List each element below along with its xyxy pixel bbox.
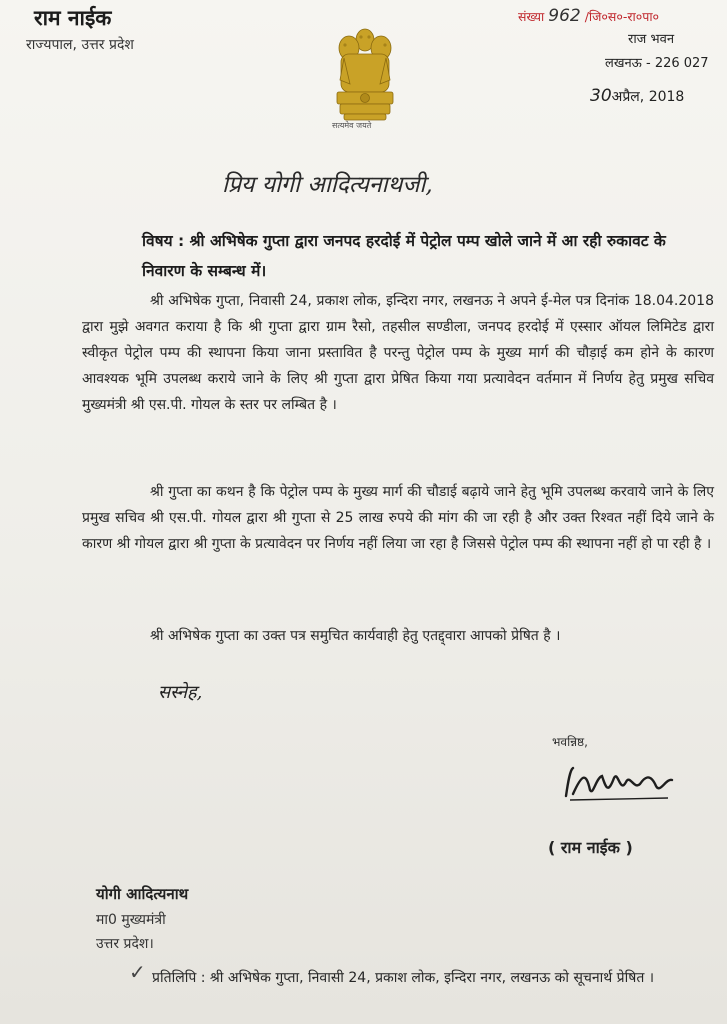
recipient-post: मा0 मुख्यमंत्री: [96, 912, 166, 928]
handwritten-signature: [560, 760, 678, 808]
closing-phrase: भवन्निष्ठ,: [552, 735, 588, 749]
ref-number: 962: [548, 6, 581, 26]
regards: सस्नेह,: [158, 682, 203, 703]
office-name: राज भवन: [628, 32, 675, 47]
copy-to-line: प्रतिलिपि : श्री अभिषेक गुप्ता, निवासी 24, प्रकाश लोक, इन्दिरा नगर, लखनऊ को सूचनार्थ प्रेषित ।: [152, 970, 655, 986]
national-emblem-icon: [330, 18, 400, 136]
sender-title: राज्यपाल, उत्तर प्रदेश: [26, 37, 134, 53]
ref-prefix: संख्या: [518, 9, 545, 24]
body-paragraph-3: श्री अभिषेक गुप्ता का उक्त पत्र समुचित कार्यवाही हेतु एतद्द्वारा आपको प्रेषित है ।: [150, 628, 561, 644]
recipient-name: योगी आदित्यनाथ: [96, 885, 189, 903]
emblem-motto: सत्यमेव जयते: [332, 121, 372, 130]
recipient-state: उत्तर प्रदेश।: [96, 936, 154, 952]
salutation: प्रिय योगी आदित्यनाथजी,: [222, 172, 433, 198]
reference-number: [518, 6, 659, 26]
sender-name: राम नाईक: [34, 6, 112, 30]
subject-line: विषय : श्री अभिषेक गुप्ता द्वारा जनपद हरदोई में पेट्रोल पम्प खोले जाने में आ रही रुकावट के निवारण के सम्बन्ध में।: [142, 232, 666, 280]
letter-date: [590, 86, 684, 106]
office-address: लखनऊ - 226 027: [605, 56, 709, 71]
body-paragraph-1: श्री अभिषेक गुप्ता, निवासी 24, प्रकाश लोक, इन्दिरा नगर, लखनऊ ने अपने ई-मेल पत्र दिनांक 18.04.2018 द्वारा मुझे अवगत कराया है कि श्री गुप्ता द्वारा ग्राम रैसो, तहसील सण्डीला, जनपद हरदोई में एस्सार ऑयल लिमिटेड द्वारा स्वीकृत पेट्रोल पम्प की स्थापना किया जाना प्रस्तावित है परन्तु पेट्रोल पम्प के मुख्य मार्ग की चौड़ाई कम होने के कारण आवश्यक भूमि उपलब्ध कराये जाने के लिए श्री गुप्ता द्वारा प्रेषित किया गया प्रत्यावेदन वर्तमान में निर्णय हेतु प्रमुख सचिव मुख्यमंत्री श्री एस.पी. गोयल के स्तर पर लम्बित है ।: [82, 293, 714, 413]
body-paragraph-2: श्री गुप्ता का कथन है कि पेट्रोल पम्प के मुख्य मार्ग की चौडाई बढ़ाये जाने हेतु भूमि उपलब्ध करवाये जाने के लिए प्रमुख सचिव श्री एस.पी. गोयल द्वारा श्री गुप्ता से 25 लाख रुपये की मांग की जा रही है और उक्त रिश्वत नहीं दिये जाने के कारण श्री गोयल द्वारा श्री गुप्ता के प्रत्यावेदन पर निर्णय नहीं लिया जा रहा है जिससे पेट्रोल पम्प की स्थापना नहीं हो पा रही है ।: [82, 484, 714, 552]
ref-suffix: /जि०स०-रा०पा०: [584, 9, 660, 24]
signatory-name: ( राम नाईक ): [548, 838, 633, 857]
date-rest: अप्रैल, 2018: [611, 89, 685, 105]
date-day: 30: [590, 86, 612, 106]
tick-mark-icon: ✓: [129, 960, 146, 984]
